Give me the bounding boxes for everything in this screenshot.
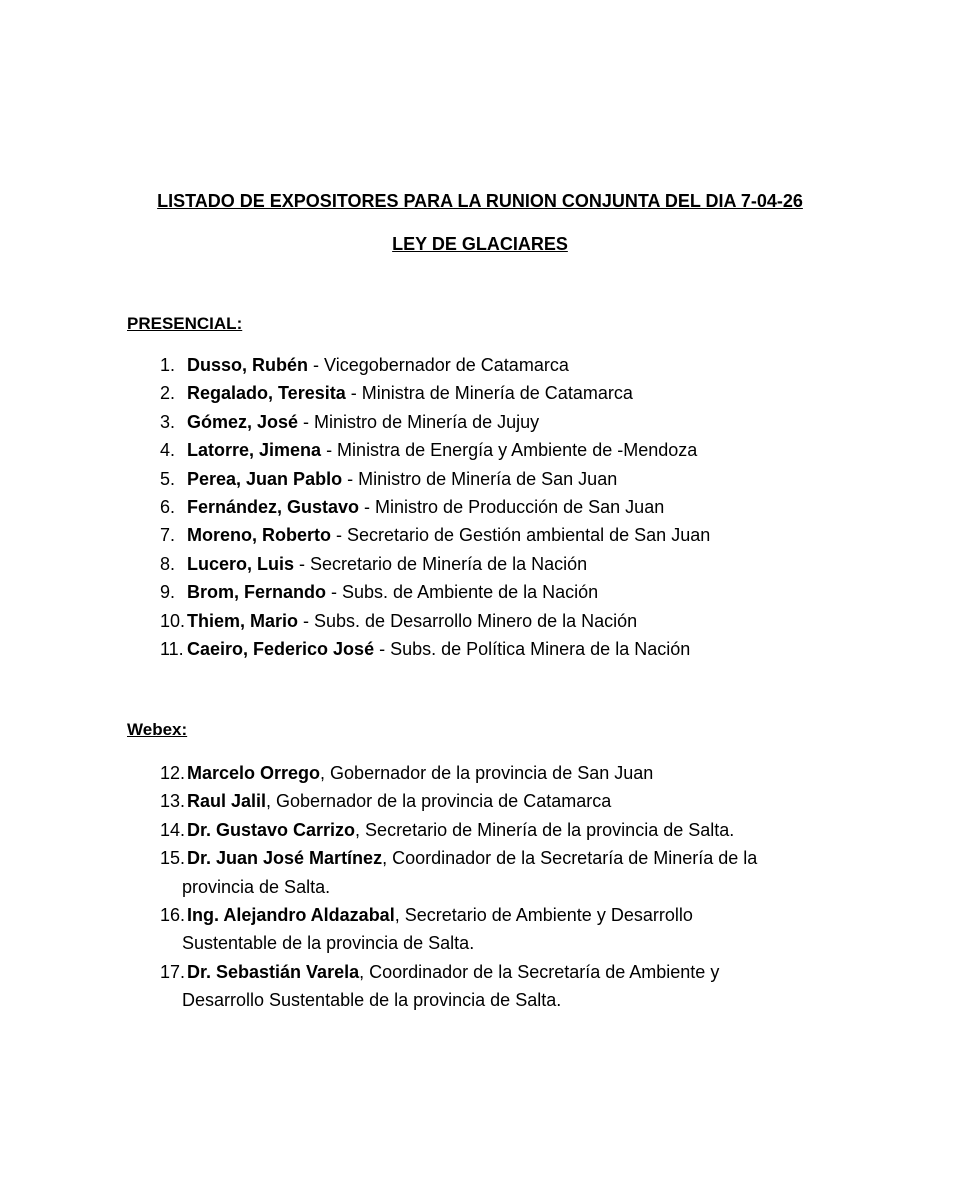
presencial-list: [127, 351, 827, 663]
list-item: [127, 408, 827, 436]
document-title: LISTADO DE EXPOSITORES PARA LA RUNION CONJUNTA DEL DIA 7-04-26: [157, 191, 803, 211]
item-role: - Secretario de Minería de la Nación: [294, 553, 588, 574]
list-item: [127, 958, 827, 1015]
section-heading-webex: Webex:: [127, 720, 188, 739]
item-name: Moreno, Roberto: [187, 525, 331, 546]
item-role: - Ministra de Energía y Ambiente de -Mendoza: [321, 440, 698, 461]
item-name: Caeiro, Federico José: [187, 639, 375, 660]
item-role: , Gobernador de la provincia de San Juan: [320, 763, 654, 783]
document-subtitle: LEY DE GLACIARES: [392, 234, 568, 254]
item-name: Raul Jalil: [187, 791, 267, 812]
item-role: , Coordinador de la Secretaría de Ambiente y: [359, 961, 720, 982]
section-heading-presencial: PRESENCIAL:: [127, 314, 243, 333]
item-number: 3.: [160, 411, 176, 432]
item-name: Fernández, Gustavo: [187, 497, 360, 518]
item-number: 1.: [160, 355, 176, 375]
item-continuation: Desarrollo Sustentable de la provincia de Salta.: [182, 990, 562, 1011]
webex-list: [127, 759, 827, 1015]
item-number: 16.: [160, 905, 186, 926]
item-role: , Coordinador de la Secretaría de Minería de la: [382, 848, 758, 869]
item-role: , Secretario de Minería de la provincia de Salta.: [355, 819, 735, 840]
item-name: Dusso, Rubén: [187, 355, 309, 375]
item-number: 14.: [160, 819, 186, 840]
item-name: Marcelo Orrego: [187, 763, 321, 783]
item-name: Thiem, Mario: [187, 610, 299, 631]
list-item: [127, 901, 827, 958]
item-number: 12.: [160, 763, 186, 783]
item-number: 2.: [160, 383, 176, 404]
item-role: - Ministra de Minería de Catamarca: [345, 383, 633, 404]
item-number: 6.: [160, 497, 176, 518]
list-item: [127, 607, 827, 635]
item-name: Dr. Sebastián Varela: [187, 961, 360, 982]
item-number: 17.: [160, 961, 186, 982]
item-role: - Ministro de Minería de San Juan: [342, 468, 618, 489]
item-number: 11.: [160, 639, 184, 660]
list-item: [127, 550, 827, 578]
item-role: - Vicegobernador de Catamarca: [308, 355, 569, 375]
list-item: [127, 521, 827, 549]
list-item: [127, 578, 827, 606]
item-name: Brom, Fernando: [187, 582, 327, 603]
list-item: [127, 436, 827, 464]
item-role: - Subs. de Desarrollo Minero de la Nación: [298, 610, 638, 631]
list-item: [127, 816, 827, 844]
item-name: Lucero, Luis: [187, 553, 295, 574]
item-number: 7.: [160, 525, 176, 546]
list-item: [127, 844, 827, 901]
item-number: 9.: [160, 582, 176, 603]
list-item: [127, 635, 827, 663]
list-item: [127, 351, 827, 379]
item-number: 13.: [160, 791, 186, 812]
item-name: Dr. Gustavo Carrizo: [187, 819, 356, 840]
item-continuation: provincia de Salta.: [182, 876, 331, 897]
item-number: 10.: [160, 610, 186, 631]
item-role: - Ministro de Minería de Jujuy: [298, 411, 540, 432]
item-name: Ing. Alejandro Aldazabal: [187, 905, 395, 926]
list-item: [127, 379, 827, 407]
item-role: - Ministro de Producción de San Juan: [359, 497, 665, 518]
list-item: [127, 787, 827, 815]
item-role: , Gobernador de la provincia de Catamarca: [266, 791, 612, 812]
list-item: [127, 759, 827, 787]
item-name: Gómez, José: [187, 411, 299, 432]
list-item: [127, 493, 827, 521]
item-name: Dr. Juan José Martínez: [187, 848, 383, 869]
item-role: , Secretario de Ambiente y Desarrollo: [394, 905, 693, 926]
item-role: - Subs. de Política Minera de la Nación: [374, 639, 691, 660]
item-number: 15.: [160, 848, 186, 869]
item-name: Regalado, Teresita: [187, 383, 346, 404]
item-role: - Secretario de Gestión ambiental de San Juan: [331, 525, 711, 546]
item-name: Latorre, Jimena: [187, 440, 322, 461]
list-item: [127, 465, 827, 493]
item-number: 4.: [160, 440, 176, 461]
item-number: 8.: [160, 553, 176, 574]
item-number: 5.: [160, 468, 176, 489]
item-name: Perea, Juan Pablo: [187, 468, 343, 489]
item-continuation: Sustentable de la provincia de Salta.: [182, 933, 475, 954]
item-role: - Subs. de Ambiente de la Nación: [326, 582, 599, 603]
